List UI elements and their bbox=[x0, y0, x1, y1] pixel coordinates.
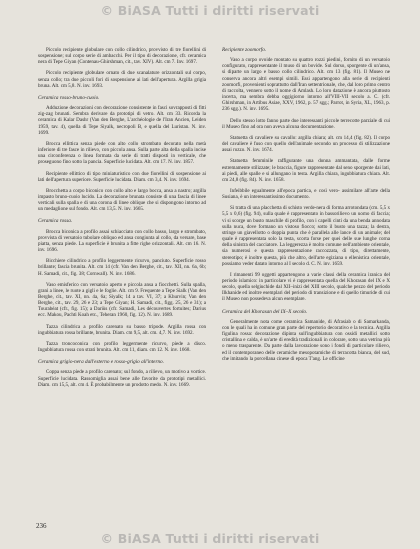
watermark-top: © BiASA Tutti i diritti riservati bbox=[100, 3, 320, 18]
text-column-left bbox=[38, 47, 206, 388]
text-column-right bbox=[222, 47, 390, 362]
paragraph: Brocca biconica a profilo assai schiacciato con collo basso, largo e strombato, provvista di versatoio tubolare obliquo ed ansa congiunta al collo, da versare, base piatta, senza piede. La superficie è brunita a fitte righe orizzontali. Alt. cm 16. N. inv. 1696. bbox=[38, 228, 206, 254]
page-number: 236 bbox=[36, 522, 47, 530]
paragraph: Si tratta di una placchetta di schisto verde-nera di forma arrotondata (cm. 5,5 x 5,5 x 0,6) (fig. 94), sulla quale è rappresentato in bassorilievo un uomo di faccia; vi si scorge un busto maschile di profilo, con i capelli cinti da una benda annodata sulla nuca, dove formano un vistoso fiocco; sotto il busto una tazza; la destra, stringe un giavellotto o doppia punta che è parallela alle lance di un animale; del quale è rappresentata solo la testa, scorta forse per quei delle sue lunghe corna della sinistra del cacciatore. La leggerezza è molto comune nell'ambiente orientale, sia numerosi e questa rappresentazione raccozzata, di tipo, direttamente, stereotipo; è inoltre questa, più che altro, dell'arte egiziana o ellenistica orientale, possiamo veder datato intorno al I secolo d. C. N. inv. 1659. bbox=[222, 205, 390, 267]
paragraph: Piccolo recipiente globulare ornato di due scanalature orizzontali sul corpo, senza collo; tra due piccoli fori di sospensione ai lati dell'apertura. Argilla grigia bruna. Alt. cm 5,8. N. inv. 1693. bbox=[38, 70, 206, 89]
paragraph: Piccolo recipiente globulare con collo cilindrico, provvisto di tre fiorellini di sospensione; sul corpo serie di ambacchi. Per il tipo di decorazione, cfr. ceramica nera di Tepe Giyan (Contenau-Ghirshman, cit., tav. XIV). Alt. cm 7. Inv. 1697. bbox=[38, 47, 206, 66]
section-heading: Ceramica rossa. bbox=[38, 218, 73, 225]
paragraph: Coppa senza piede a profilo carenato; sul fondo, a rilievo, un motivo a vortice. Superficie lucidata. Rassomiglia assai bene alle favorite da prototipi metallici. Diam. cm 15,5, alt. cm 4. È probabilmente un prodotto medo. N. inv. 1669. bbox=[38, 369, 206, 388]
paragraph: Recipiente ellittico di tipo miniaturistico con due fiorellini di sospensione ai lati dell'apertura superiore. Superficie lucidata. Diam. cm 3,4. N. inv. 1694. bbox=[38, 170, 206, 183]
paragraph: Dello stesso lotto fanno parte due interessanti piccole terrecotte parziale di cui il Museo fino ad ora non aveva alcuna documentazione. bbox=[222, 117, 390, 130]
watermark-bottom: © BiASA Tutti i diritti riservati bbox=[100, 531, 320, 546]
paragraph: I rimanenti 99 oggetti appartengono a varie classi della ceramica iranica del periodo islamico: in particolare vi è rappresentata quella del Khorasan del IX e X secolo, quella selgiuchide dal XII–inizi del XIII secolo, qualche pezzo del periodo Ilkhanide ed inoltre esemplari del periodo di transizione e di quello timuride di cui il Museo non possedeva alcun esemplare. bbox=[222, 271, 390, 303]
paragraph: Vaso a corpo ovoide montato su quattro rozzi piedini, fornito di un versatoio configurato, rappresentante il muso di un bovide. Sul dorso, sporgente di un'ansa, si diparte un largo e basso collo cilindrico. Alt. cm 13 (fig. 81). Il Museo ne conserva ancora altri esempi simili. Essi appartengono alla serie di recipienti zoomorfi, provenienti soprattutto dall'Iran settentrionale, che, dal loro primo centro di raccolta, vennero sotto il nome di Amlash. Lo loro datazione è ancora piuttosto incerta, ma sembra debba oggigiorno intorno all'VIII-VII secolo a. C. (cfr. Ghirshman, in Artibus Asiae, XXV, 1962, p. 57 sgg.; Parrot, in Syria, XL, 1963, p. 236 sgg.). N. inv. 1695. bbox=[222, 57, 390, 113]
paragraph: Brocchetta a corpo biconico con collo alto e largo bocca, ansa a nastro; argilla impasto bruno-cuoio lucido. La decorazione brunata consiste di una fascia di linee verticali sulla spalla e di una corona di linee oblique che si dispongono intorno ad un medaglione sul fondo. Alt. cm 13,5. N. inv. 1665. bbox=[38, 187, 206, 213]
paragraph: Statuetta femminile raffigurante una donna ammantata, dalle forme estremamente stilizzate; le braccia, figure rappresentate dal seno sporgente dai lati, ai piedi, alle spalle e si allungano in testa. Argilla chiara, ingubbiatura chiara. Alt. cm 24,8 (fig. 84). N. inv. 1658. bbox=[222, 158, 390, 183]
paragraph: Brocca ellittica senza piede con alto collo strombato decorato nella metà inferiore di tre fasce in rilievo, con piccola ansa. Sulla parte alta della spalla incise una circonferenza o linea formata da serie di tratti disposti in verticale, che proseguono fino sotto la pancia. Superficie lucidata. Alt. cm 17. N. inv. 1857. bbox=[38, 140, 206, 166]
section-heading: Recipiente zoomorfo. bbox=[222, 47, 267, 53]
section-heading: Ceramica grigio-nera dall'esterno e rosso-grigio all'interno. bbox=[38, 359, 164, 366]
paragraph: Statuetta di cavaliere su cavallo: argilla chiara; alt. cm 14,4 (fig. 82). Il corpo del cavaliere è fuso con quello dell'animale secondo un processo di stilizzazione assai rozzo. N. inv. 1674. bbox=[222, 134, 390, 154]
section-heading: Ceramica rosso-bruno-cuoio. bbox=[38, 94, 100, 101]
paragraph: Adduzione decorazioni con decorazione consistente in fasci sovrapposti di fitti zig-zag brunati. Sembra derivare da prototipi di vetro. Alt. cm 33. Ricorda la ceramica di Kalar Dashr (Van den Berghe, L'archéologie de l'Iran Ancien, Leiden 1959, tav. 4), quella di Tepe Siyalk, necropoli B, e quella del Luristan. N. inv. 1699. bbox=[38, 105, 206, 136]
paragraph: Tazza cilindrica a profilo carenato su basso tripode. Argilla rossa con ingubbiatura rossa brillante, brunita. Diam. cm 9,5, alt. cm. 4,7. N. inv. 1692. bbox=[38, 323, 206, 336]
paragraph: Infeibbile egualmente all'epoca partica, e così vero- assimilare all'arte della Susiana, è un interessantissimo documento. bbox=[222, 187, 390, 201]
paragraph: Tazza troncoconica con profilo leggermente ricurvo, piede a disco. Ingubbiatura rossa con strati brunita. Alt. cm 11, diam. cm 12. N. inv. 1668. bbox=[38, 340, 206, 354]
paragraph: Generalmente nota come ceramica Samanide, di Afrasiab o di Samarkanda, con le quali ha in comune gran parte del repertorio decorativo e la tecnica. Argilla figulina rossa: decorazione dipinta sull'ingubbiatura con ossidi metallici sotto cristallina e calda, è un'arte di eredità tradizionali in colorare, sotto una vetrina più o meno trasparente. Da parte dalla lavorazione sono i fondi di particolare rilievo, ed il contemporaneo delle ceramiche mesopotamiche di terracotta bianca, del sud, che imitando la porcellana cinese di epoca T'ang. Le officine bbox=[222, 318, 390, 362]
section-heading: Ceramica del Khorasan del IX–X secolo. bbox=[222, 308, 308, 315]
paragraph: Bicchiere cilindrico a profilo leggermente ricurvo, panciuto. Superficie rosso brillante; fascia brunita. Alt. cm 14 (cfr. Van den Berghe, cit., tav. XII, nn. 6a, 6b; H. Samadi, cit., fig. 38; Cornwall). N. inv. 1686. bbox=[38, 258, 206, 277]
paragraph: Vaso emisferico con versatoio aperto e piccola ansa a fiocchetti. Sulla spalla, grani a linee, le ruote a gigli e le foglie. Alt. cm 9. Frequente a Tepe Sialk (Van den Berghe, cit., tav. XI, nn. 4a, 6a; Siyalk; 14 a tav. VI, 37; a Khurvin; Van den Berghe, cit., tav. 29, 26 e 23; a Tepe Giyan; H. Samadi, cit., figg. 25, 26 e 31); a Tourabéat (cfr., fig. 15); a Dariùs (cfr. Samadi, Les découvertes fortuites; Darius ecc. Makou, Pachti Koah etc., Teheran 1960, fig. 12). N. inv. 1689. bbox=[38, 281, 206, 319]
